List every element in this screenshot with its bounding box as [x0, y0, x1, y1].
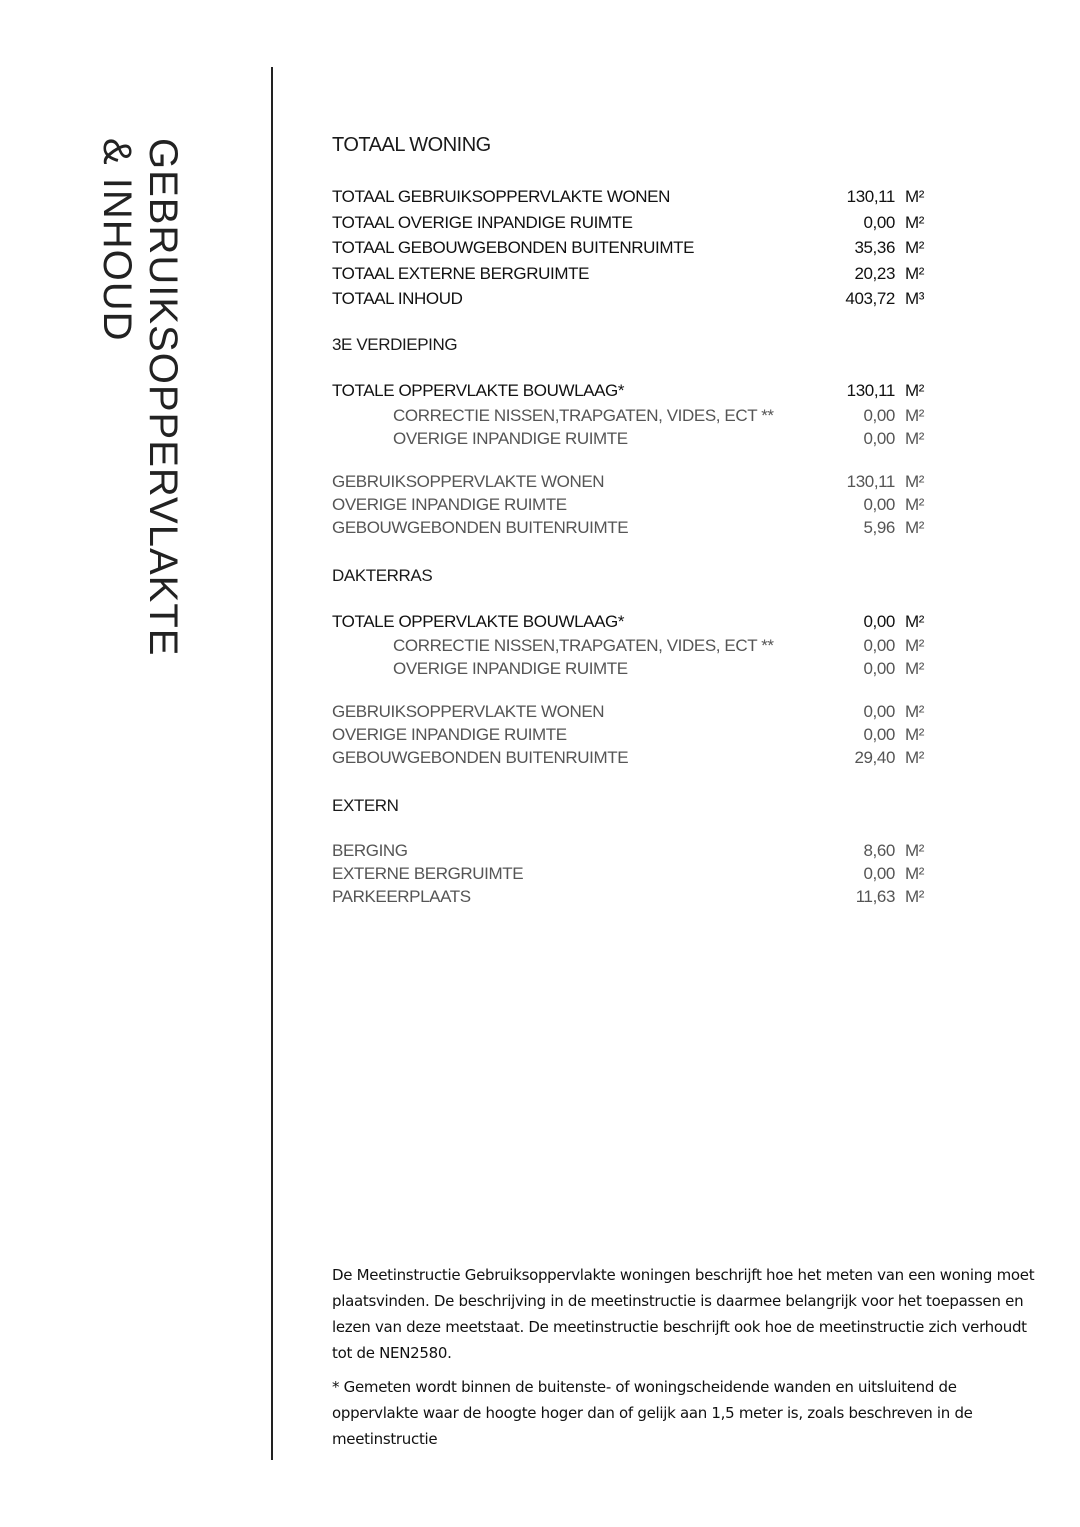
row-unit: M² [905, 725, 925, 745]
table-row [332, 184, 932, 210]
table-row [332, 723, 932, 746]
row-label: GEBOUWGEBONDEN BUITENRUIMTE [332, 748, 629, 768]
section-title-verdieping: 3E VERDIEPING [332, 334, 458, 354]
row-unit: M² [905, 659, 925, 679]
row-value: 11,63 [855, 887, 895, 907]
row-label: OVERIGE INPANDIGE RUIMTE [393, 659, 628, 679]
row-label: OVERIGE INPANDIGE RUIMTE [332, 494, 567, 514]
row-unit: M² [905, 428, 925, 448]
row-label: PARKEERPLAATS [332, 887, 471, 907]
row-value: 0,00 [863, 864, 895, 884]
row-value: 5,96 [863, 517, 895, 537]
row-label: EXTERNE BERGRUIMTE [332, 864, 524, 884]
row-value: 403,72 [845, 289, 895, 309]
side-title [90, 138, 186, 698]
table-row [332, 839, 932, 862]
table-row [332, 634, 932, 657]
table-row [332, 235, 932, 261]
row-unit: M² [905, 748, 925, 768]
totals-section [332, 184, 932, 312]
side-title-line-2: & INHOUD [95, 138, 139, 342]
table-row [332, 862, 932, 885]
table-row [332, 700, 932, 723]
row-value: 0,00 [863, 212, 895, 232]
row-value: 0,00 [863, 428, 895, 448]
row-label: GEBRUIKSOPPERVLAKTE WONEN [332, 702, 605, 722]
table-row [332, 470, 932, 493]
main-heading: TOTAAL WONING [332, 134, 491, 156]
vertical-divider [271, 67, 273, 1460]
table-row [332, 609, 932, 635]
table-row [332, 210, 932, 236]
row-value: 0,00 [863, 611, 895, 631]
side-title-line-1: GEBRUIKSOPPERVLAKTE [141, 138, 185, 657]
table-row [332, 286, 932, 312]
table-row [332, 885, 932, 908]
row-unit: M² [905, 841, 925, 861]
row-unit: M² [905, 187, 925, 206]
row-label: CORRECTIE NISSEN,TRAPGATEN, VIDES, ECT ** [393, 636, 774, 656]
row-label: TOTALE OPPERVLAKTE BOUWLAAG* [332, 380, 625, 400]
row-unit: M³ [905, 289, 925, 309]
row-unit: M² [905, 238, 925, 258]
row-value: 0,00 [863, 725, 895, 745]
footnotes [332, 1262, 1044, 1460]
table-row [332, 516, 932, 539]
table-row [332, 746, 932, 769]
row-value: 130,11 [846, 187, 895, 206]
note-meetinstructie: De Meetinstructie Gebruiksoppervlakte woningen beschrijft hoe het meten van een woning moet plaatsvinden. De beschrijving in de meetinstructie is daarmee belangrijk voor het toepassen en lezen van deze meetstaat. De meetinstructie beschrijft ook hoe de meetinstructie zich verhoudt tot de NEN2580. [332, 1266, 1035, 1362]
table-row [332, 493, 932, 516]
row-label: OVERIGE INPANDIGE RUIMTE [332, 725, 567, 745]
row-unit: M² [905, 517, 925, 537]
row-unit: M² [905, 380, 925, 400]
table-row [332, 427, 932, 450]
row-label: BERGING [332, 841, 408, 861]
row-value: 35,36 [854, 238, 895, 258]
row-unit: M² [905, 887, 925, 907]
table-row [332, 378, 932, 404]
row-value: 130,11 [846, 471, 895, 491]
table-row [332, 657, 932, 680]
row-unit: M² [905, 405, 925, 425]
row-label: TOTAAL OVERIGE INPANDIGE RUIMTE [332, 212, 633, 232]
row-value: 29,40 [854, 748, 895, 768]
row-value: 0,00 [863, 494, 895, 514]
row-label: CORRECTIE NISSEN,TRAPGATEN, VIDES, ECT ** [393, 405, 774, 425]
table-row [332, 404, 932, 427]
table-row [332, 261, 932, 287]
row-value: 8,60 [863, 841, 895, 861]
row-label: TOTAAL EXTERNE BERGRUIMTE [332, 263, 590, 283]
row-value: 0,00 [863, 659, 895, 679]
row-value: 20,23 [854, 263, 895, 283]
row-unit: M² [905, 702, 925, 722]
row-unit: M² [905, 864, 925, 884]
row-value: 0,00 [863, 405, 895, 425]
section-title-dakterras: DAKTERRAS [332, 565, 433, 585]
row-unit: M² [905, 471, 925, 491]
note-asterisk: * Gemeten wordt binnen de buitenste- of woningscheidende wanden en uitsluitend de oppervlakte waar de hoogte hoger dan of gelijk aan 1,5 meter is, zoals beschreven in de meetinstructie [332, 1378, 973, 1448]
row-unit: M² [905, 212, 925, 232]
row-unit: M² [905, 494, 925, 514]
row-value: 0,00 [863, 702, 895, 722]
row-unit: M² [905, 636, 925, 656]
row-label: GEBRUIKSOPPERVLAKTE WONEN [332, 471, 605, 491]
row-label: TOTALE OPPERVLAKTE BOUWLAAG* [332, 611, 625, 631]
row-value: 0,00 [863, 636, 895, 656]
row-label: TOTAAL INHOUD [332, 289, 463, 309]
row-label: OVERIGE INPANDIGE RUIMTE [393, 428, 628, 448]
row-label: TOTAAL GEBRUIKSOPPERVLAKTE WONEN [332, 187, 670, 206]
row-label: TOTAAL GEBOUWGEBONDEN BUITENRUIMTE [332, 238, 695, 258]
row-label: GEBOUWGEBONDEN BUITENRUIMTE [332, 517, 629, 537]
row-unit: M² [905, 263, 925, 283]
row-unit: M² [905, 611, 925, 631]
section-title-extern: EXTERN [332, 796, 399, 816]
measurement-table [332, 130, 932, 908]
row-value: 130,11 [846, 380, 895, 400]
